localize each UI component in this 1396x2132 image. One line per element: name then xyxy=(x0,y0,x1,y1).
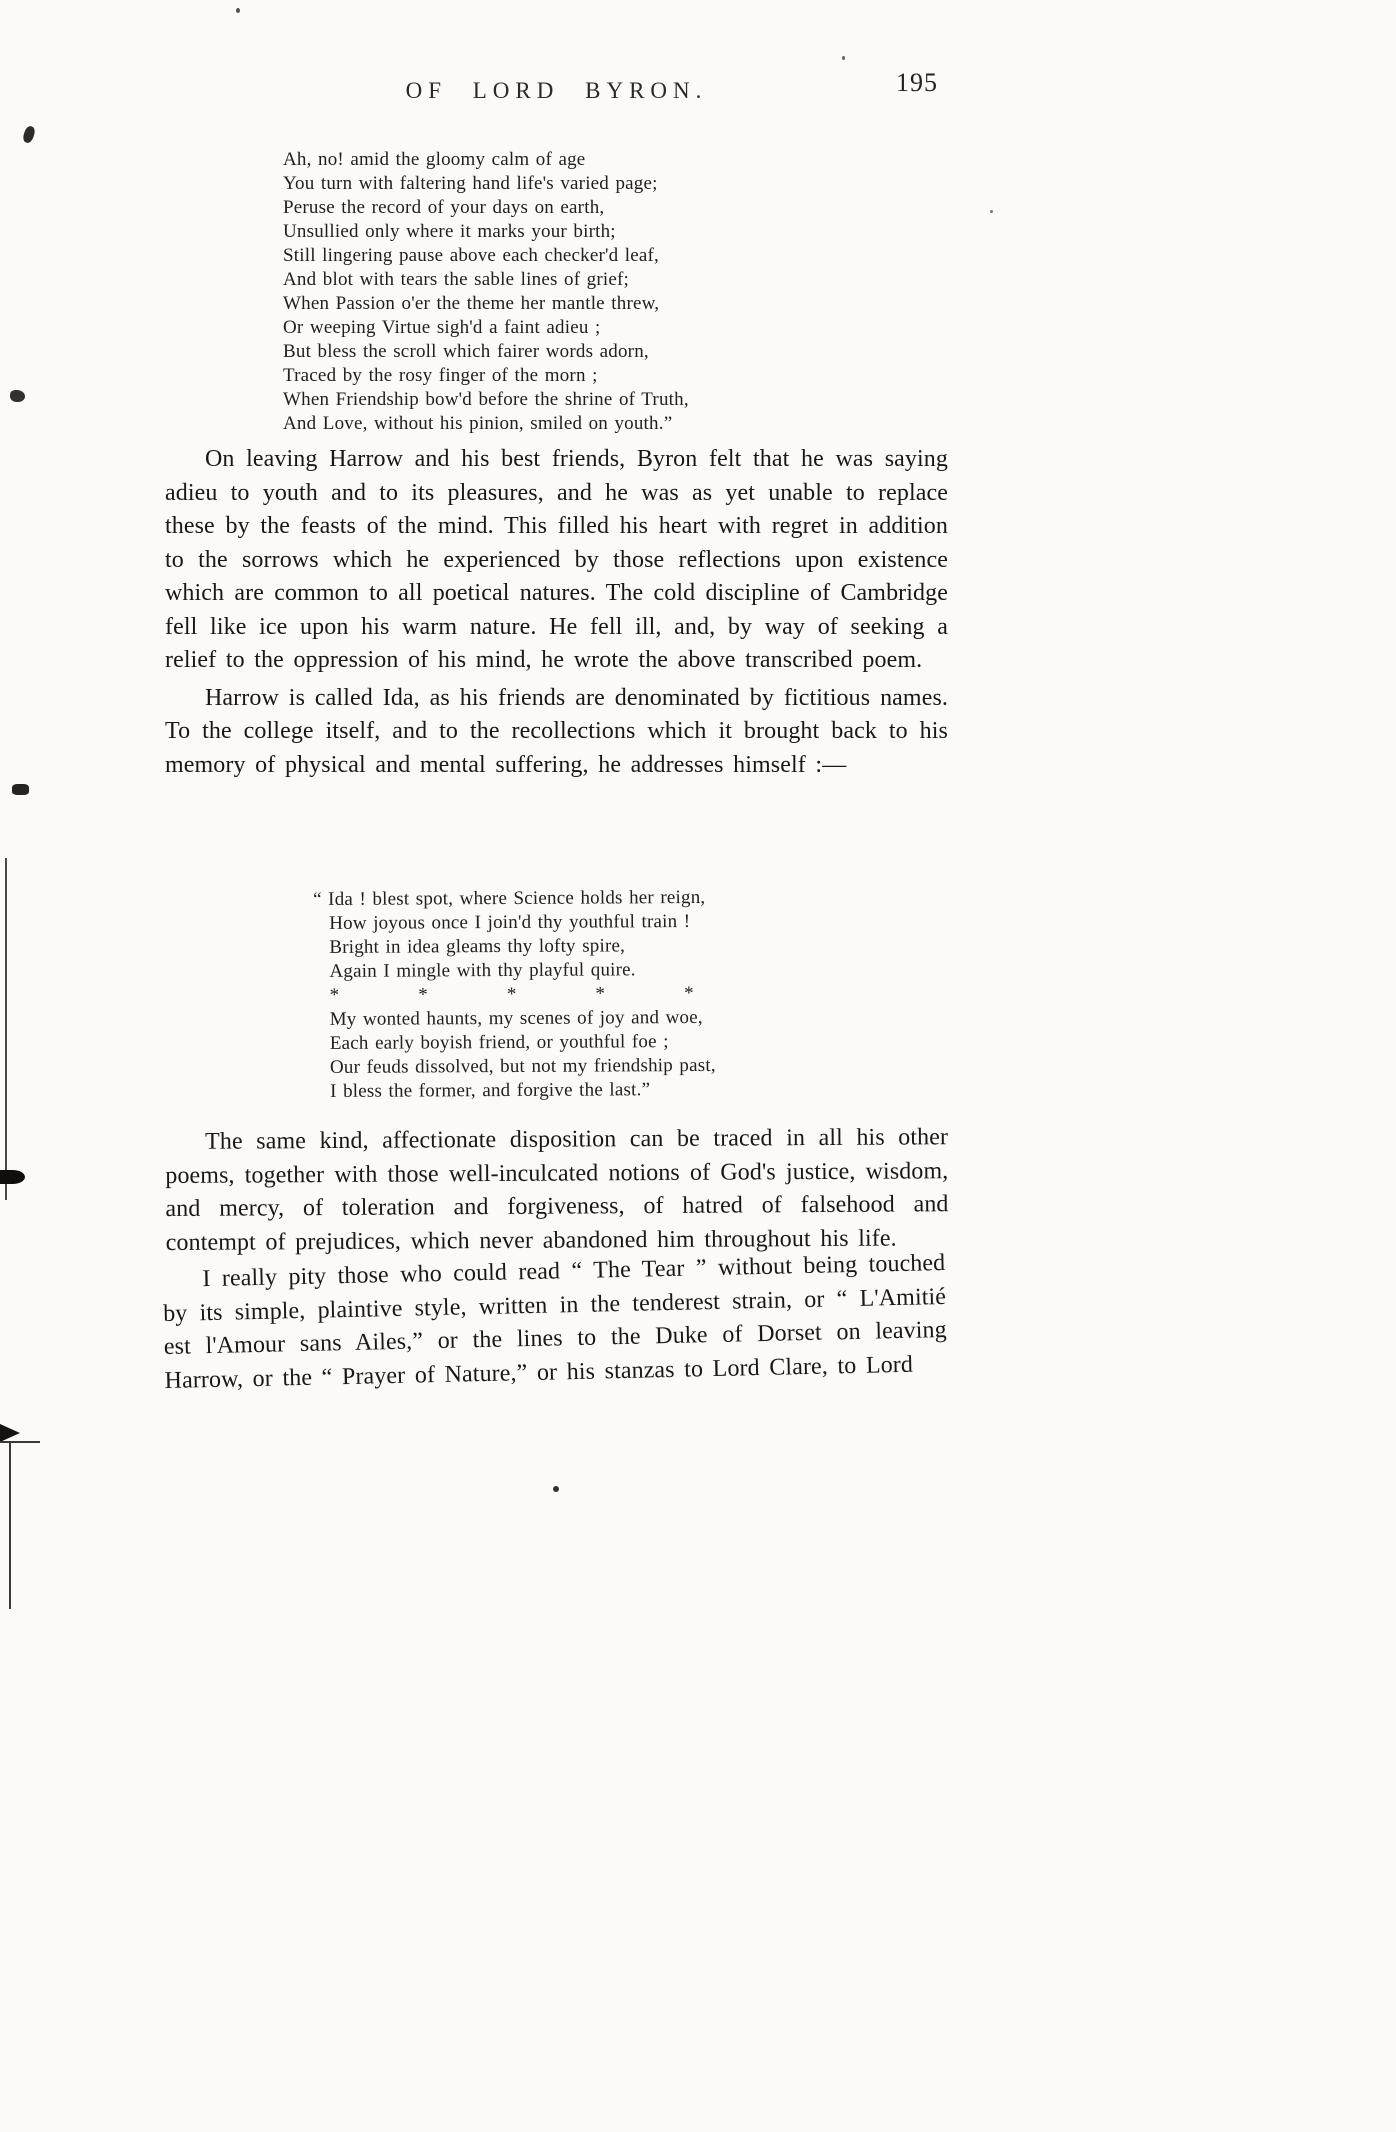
speck-artifact xyxy=(842,56,845,60)
speck-artifact xyxy=(236,8,240,13)
margin-bracket-artifact xyxy=(0,1441,40,1443)
ink-mark-artifact xyxy=(0,1170,25,1184)
poem-line: Traced by the rosy finger of the morn ; xyxy=(283,365,598,386)
poem-line: How joyous once I join'd thy youthful train ! xyxy=(329,911,691,934)
ink-blot-artifact xyxy=(10,390,25,402)
poem-line: And blot with tears the sable lines of grief; xyxy=(283,269,630,290)
body-paragraph: The same kind, affectionate disposition can be traced in all his other poems, together with those well-inculcated notions of God's justice, wisdom, and mercy, of toleration and forgiveness, of hatred of falsehood and contempt of prejudices, which never abandoned him throughout his life. xyxy=(165,1124,949,1256)
poem-line: When Passion o'er the theme her mantle threw, xyxy=(283,293,660,314)
poem-line: But bless the scroll which fairer words adorn, xyxy=(283,341,649,362)
poem-line: Our feuds dissolved, but not my friendship past, xyxy=(329,1054,716,1078)
opening-poem xyxy=(283,148,689,436)
poem-line: Ah, no! amid the gloomy calm of age xyxy=(283,149,586,170)
page-number: 195 xyxy=(896,68,938,97)
poem-line: When Friendship bow'd before the shrine of Truth, xyxy=(283,389,689,410)
poem-line: Bright in idea gleams thy lofty spire, xyxy=(329,935,626,958)
body-paragraph: I really pity those who could read “ The Tear ” without being touched by its simple, plaintive style, written in the tenderest strain, or “ L'Amitié est l'Amour sans Ailes,” or the lines to the Duke of Dorset on leaving Harrow, or the “ Prayer of Nature,” or his stanzas to Lord Clare, to Lord xyxy=(162,1249,947,1394)
prose-block-upper xyxy=(165,443,948,782)
poem-line: You turn with faltering hand life's varied page; xyxy=(283,173,658,194)
prose-block-lower xyxy=(162,1124,949,1398)
scan-line-artifact xyxy=(5,858,7,1200)
margin-arrow-artifact xyxy=(0,1424,20,1442)
poem-line: “ Ida ! blest spot, where Science holds her reign, xyxy=(313,886,706,910)
asterisk-separator: * * * * * xyxy=(329,983,694,1006)
poem-line: Each early boyish friend, or youthful foe ; xyxy=(329,1031,669,1054)
running-title: OF LORD BYRON. xyxy=(405,78,708,103)
margin-bracket-artifact xyxy=(9,1441,11,1609)
poem-line: Still lingering pause above each checker'd leaf, xyxy=(283,245,660,266)
poem-line: Unsullied only where it marks your birth; xyxy=(283,221,616,242)
body-paragraph: On leaving Harrow and his best friends, Byron felt that he was saying adieu to youth and to its pleasures, and he was as yet unable to replace these by the feasts of the mind. This filled his heart with regret in addition to the sorrows which he experienced by those reflections upon existence which are common to all poetical natures. The cold discipline of Cambridge fell like ice upon his warm nature. He fell ill, and, by way of seeking a relief to the oppression of his mind, he wrote the above transcribed poem. xyxy=(165,446,948,673)
ink-dot-artifact xyxy=(553,1486,559,1492)
ink-blot-artifact xyxy=(12,784,29,795)
poem-line: And Love, without his pinion, smiled on youth.” xyxy=(283,413,673,434)
body-paragraph: Harrow is called Ida, as his friends are denominated by fictitious names. To the college itself, and to the recollections which it brought back to his memory of physical and mental suffering, he addresses himself :— xyxy=(165,684,948,778)
ida-poem xyxy=(313,886,716,1104)
poem-line: My wonted haunts, my scenes of joy and woe, xyxy=(329,1006,703,1030)
poem-line: I bless the former, and forgive the last.” xyxy=(330,1079,651,1102)
poem-line: Again I mingle with thy playful quire. xyxy=(329,959,636,982)
page-header xyxy=(165,78,948,104)
ink-blot-artifact xyxy=(22,125,37,144)
poem-line: Or weeping Virtue sigh'd a faint adieu ; xyxy=(283,317,601,338)
poem-line: Peruse the record of your days on earth, xyxy=(283,197,605,218)
speck-artifact xyxy=(990,210,993,213)
